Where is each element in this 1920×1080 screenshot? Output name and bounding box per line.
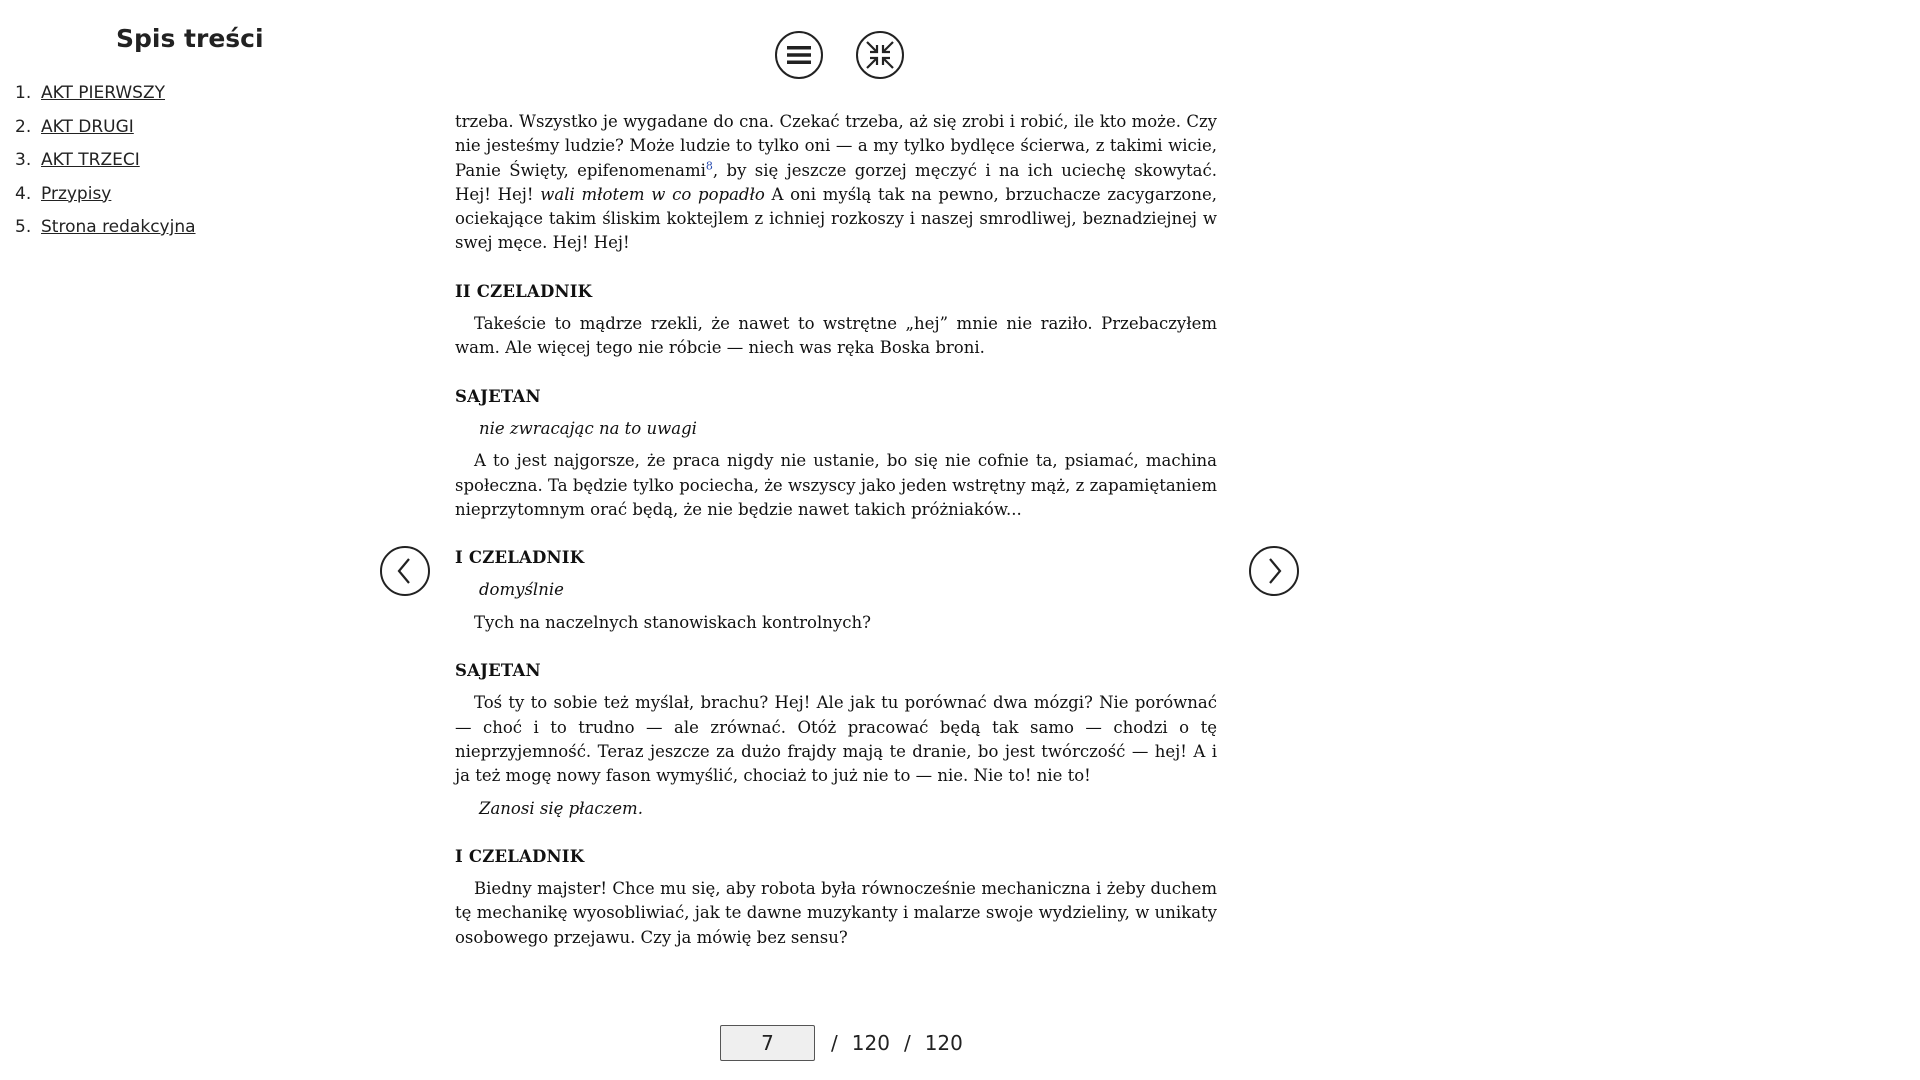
toc-link-akt-trzeci[interactable]: AKT TRZECI: [41, 150, 140, 170]
stage-direction: Zanosi się płaczem.: [479, 798, 643, 818]
text-paragraph: Toś ty to sobie też myślał, brachu? Hej! Ale jak tu porównać dwa mózgi? Nie porównać — choć i to trudno — ale zrównać. Otóż pracować będą tak samo — chodzi o tę nieprzyjemność. Teraz jeszcze za dużo frajdy mają te dranie, bo jest twórczość — hej! A i ja też mogę nowy fason wymyślić, chociaż to już nie to — nie. Nie to! nie to!: [455, 693, 1217, 786]
chevron-right-icon: [1263, 556, 1285, 586]
toc-item: [15, 181, 196, 215]
toc-item: [15, 114, 196, 148]
toc-link-przypisy[interactable]: Przypisy: [41, 183, 112, 204]
page-number-input[interactable]: [720, 1025, 815, 1061]
stage-direction: domyślnie: [479, 580, 564, 600]
toc-item: [15, 214, 196, 248]
speaker-name: SAJETAN: [455, 661, 541, 681]
collapse-arrows-icon: [863, 38, 897, 72]
page-separator: /: [831, 1031, 838, 1055]
toc-item: [15, 147, 196, 181]
previous-page-button[interactable]: [380, 546, 430, 596]
toc-item-number: 1.: [15, 83, 32, 103]
toc-list: [15, 80, 196, 248]
page-separator: /: [903, 1031, 911, 1055]
text-paragraph: A to jest najgorsze, że praca nigdy nie ustanie, bo się nie cofnie ta, psiamać, machina społeczna. Ta będzie tylko pociecha, że wszyscy jako jeden wstrętny mąż, z zapamiętaniem nieprzytomnym orać będą, że nie będzie nawet takich próżniaków...: [455, 451, 1217, 519]
chevron-left-icon: [394, 556, 416, 586]
page-content: [455, 110, 1217, 950]
text-segment: trzeba. Wszystko je wygadane do cna. Czekać trzeba, aż się zrobi i robić, ile kto może. Czy nie jesteśmy ludzie? Może ludzie to tylko oni — a my tylko bydlęce ścierwa, z takimi wicie, Panie Święty, epifenomenami: [455, 112, 1217, 180]
toc-link-akt-drugi[interactable]: AKT DRUGI: [41, 116, 134, 137]
toc-item-number: 4.: [15, 183, 32, 204]
text-paragraph: [455, 110, 1217, 256]
next-page-button[interactable]: [1249, 546, 1299, 596]
speaker-name: SAJETAN: [455, 386, 541, 406]
stage-direction-inline: wali młotem w co popadło: [540, 184, 765, 204]
toc-item-number: 3.: [15, 150, 32, 170]
speaker-name: I CZELADNIK: [455, 846, 585, 866]
menu-button[interactable]: [775, 31, 823, 79]
toc-link-akt-pierwszy[interactable]: AKT PIERWSZY: [41, 83, 166, 103]
total-pages: 120: [851, 1031, 890, 1055]
speaker-name: I CZELADNIK: [455, 548, 585, 568]
toc-item: [15, 80, 196, 114]
toc-title: Spis treści: [116, 24, 264, 53]
toc-item-number: 2.: [15, 116, 32, 137]
hamburger-menu-icon: [786, 44, 812, 66]
total-pages-secondary: 120: [924, 1031, 963, 1055]
toc-item-number: 5.: [15, 217, 32, 237]
speaker-name: II CZELADNIK: [455, 281, 593, 301]
text-paragraph: Biedny majster! Chce mu się, aby robota była równocześnie mechaniczna i żeby duchem tę mechanikę wyosobliwiać, jak te dawne muzykanty i malarze swoje wydzieliny, w unikaty osobowego przejawu. Czy ja mówię bez sensu?: [455, 879, 1217, 947]
text-segment: , by się jeszcze gorzej męczyć i na ich uciechę skowytać. Hej! Hej!: [455, 160, 1217, 204]
page-counter: [720, 1025, 963, 1061]
collapse-button[interactable]: [856, 31, 904, 79]
stage-direction: nie zwracając na to uwagi: [479, 418, 697, 438]
text-segment: A oni myślą tak na pewno, brzuchacze zacygarzone, ociekające takim śliskim koktejlem z ichniej rozkoszy i naszej smrodliwej, beznadziejnej w swej męce. Hej! Hej!: [455, 184, 1217, 253]
footnote-link[interactable]: 8: [705, 159, 713, 173]
text-paragraph: Takeście to mądrze rzekli, że nawet to wstrętne „hej” mnie nie raziło. Przebaczyłem wam. Ale więcej tego nie róbcie — niech was ręka Boska broni.: [455, 314, 1217, 358]
toc-link-strona-redakcyjna[interactable]: Strona redakcyjna: [41, 217, 196, 237]
text-paragraph: Tych na naczelnych stanowiskach kontrolnych?: [474, 612, 871, 632]
